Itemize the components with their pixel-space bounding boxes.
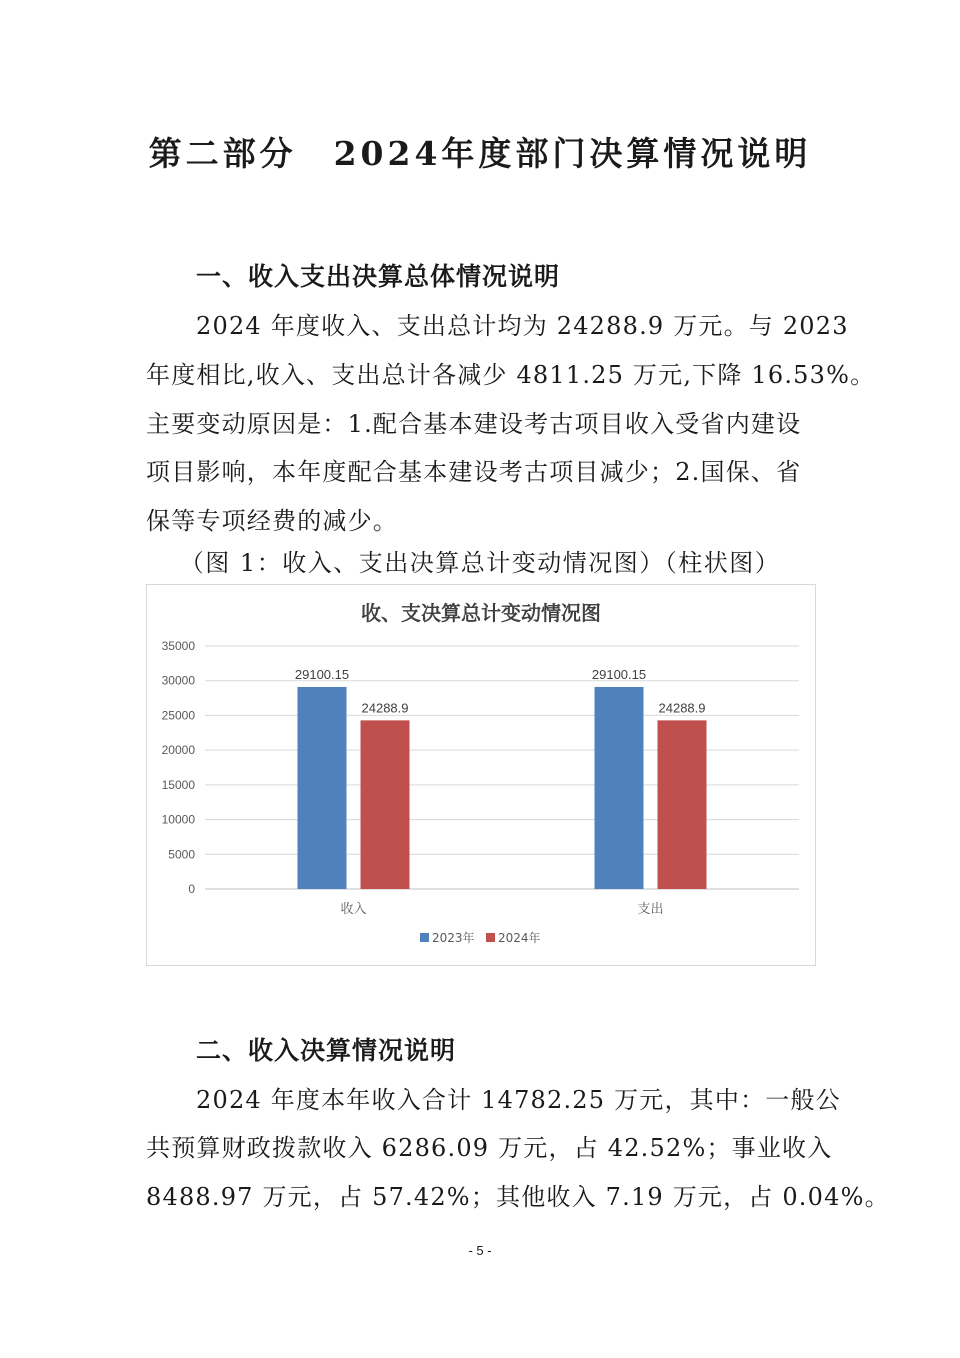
section-heading-income-expense: 一、收入支出决算总体情况说明: [196, 262, 561, 291]
paragraph-line: 年度相比,收入、支出总计各减少 4811.25 万元,下降 16.53%。: [146, 361, 876, 389]
y-tick-label: 5000: [168, 847, 195, 862]
y-tick-label: 10000: [161, 812, 195, 827]
bar: [361, 720, 410, 889]
paragraph-line: 8488.97 万元，占 57.42%；其他收入 7.19 万元，占 0.04%。: [146, 1183, 890, 1211]
data-label: 24288.9: [658, 700, 706, 716]
y-tick-label: 15000: [161, 777, 195, 792]
x-category-label: 支出: [637, 902, 664, 917]
y-tick-label: 25000: [161, 708, 195, 723]
paragraph-line: 2024 年度本年收入合计 14782.25 万元，其中：一般公: [196, 1086, 841, 1114]
legend-swatch: [486, 933, 495, 942]
bar-chart: [146, 584, 816, 966]
bar: [658, 720, 707, 889]
figure-caption: （图 1：收入、支出决算总计变动情况图）（柱状图）: [179, 549, 781, 577]
section-heading-income: 二、收入决算情况说明: [196, 1036, 457, 1065]
y-tick-label: 30000: [161, 673, 195, 688]
chart-canvas: [147, 585, 815, 965]
chart-title: 收、支决算总计变动情况图: [361, 601, 601, 625]
bar: [298, 687, 347, 889]
legend-label: 2024年: [498, 931, 541, 945]
y-tick-label: 35000: [161, 639, 195, 653]
y-tick-label: 20000: [161, 743, 195, 758]
paragraph-line: 2024 年度收入、支出总计均为 24288.9 万元。与 2023: [196, 312, 849, 340]
paragraph-line: 共预算财政拨款收入 6286.09 万元，占 42.52%；事业收入: [146, 1134, 833, 1162]
data-label: 24288.9: [361, 700, 409, 716]
x-category-label: 收入: [340, 902, 367, 917]
data-label: 29100.15: [294, 666, 350, 682]
bar: [595, 687, 644, 889]
paragraph-line: 主要变动原因是：1.配合基本建设考古项目收入受省内建设: [146, 410, 802, 438]
page-title: 第二部分 2024年度部门决算情况说明: [148, 134, 812, 173]
paragraph-line: 保等专项经费的减少。: [146, 507, 398, 535]
paragraph-line: 项目影响，本年度配合基本建设考古项目减少；2.国保、省: [146, 458, 802, 486]
page-number: - 5 -: [468, 1243, 492, 1258]
y-tick-label: 0: [188, 882, 195, 896]
data-label: 29100.15: [591, 666, 647, 682]
legend-label: 2023年: [432, 931, 475, 945]
legend-swatch: [420, 933, 429, 942]
